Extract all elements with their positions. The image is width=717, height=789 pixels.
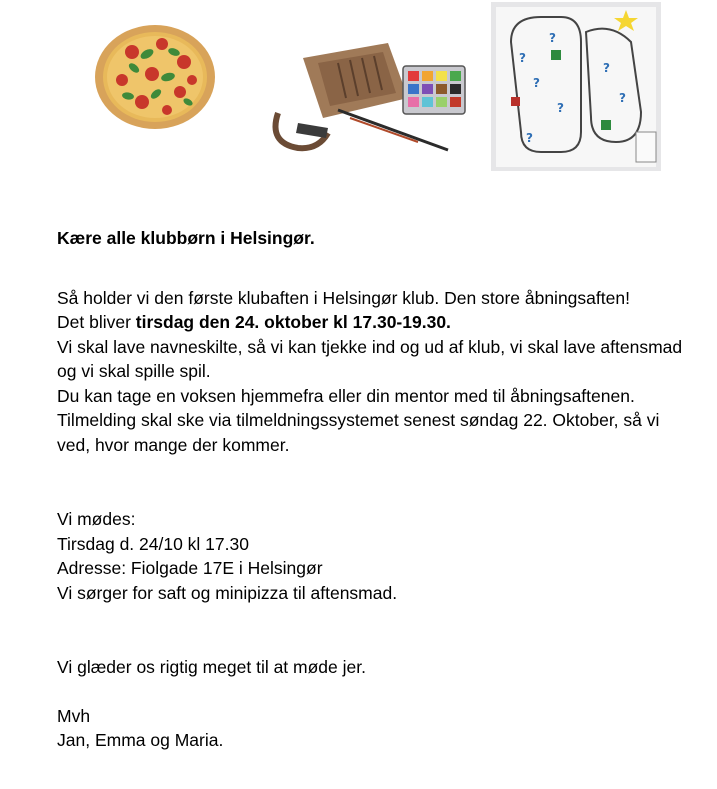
svg-text:?: ?: [533, 76, 540, 90]
svg-text:?: ?: [619, 91, 626, 105]
meeting-food: Vi sørger for saft og minipizza til aftensmad.: [57, 582, 398, 603]
event-date-bold: tirsdag den 24. oktober kl 17.30-19.30.: [135, 312, 451, 332]
closing-line: Vi glæder os rigtig meget til at møde jer.: [57, 657, 366, 677]
intro-line-2: [57, 310, 697, 335]
header-images: [0, 0, 717, 180]
svg-text:?: ?: [519, 51, 526, 65]
svg-text:?: ?: [603, 61, 610, 75]
intro-line-1: Så holder vi den første klubaften i Helsingør klub. Den store åbningsaften!: [57, 287, 630, 308]
intro-line-5: Tilmelding skal ske via tilmeldningssystemet senest søndag 22. Oktober, så vi ved, hvor mange der kommer.: [57, 410, 660, 455]
letter-body: [57, 226, 697, 753]
intro-line-2-prefix: Det bliver: [57, 312, 136, 332]
intro-line-4: Du kan tage en voksen hjemmefra eller din mentor med til åbningsaftenen.: [57, 385, 635, 406]
meeting-section: [57, 507, 697, 605]
svg-text:?: ?: [526, 131, 533, 145]
meeting-date: Tirsdag d. 24/10 kl 17.30: [57, 533, 249, 554]
greeting-heading: Kære alle klubbørn i Helsingør.: [57, 228, 315, 248]
svg-text:?: ?: [557, 101, 564, 115]
intro-section: [57, 286, 697, 458]
pizza-icon: [92, 22, 218, 132]
intro-line-3: Vi skal lave navneskilte, så vi kan tjekke ind og ud af klub, vi skal lave aftensmad og vi skal spille spil.: [57, 336, 683, 381]
paint-supplies-icon: [268, 38, 478, 158]
board-game-icon: [491, 2, 661, 171]
signoff: Mvh: [57, 705, 91, 726]
signers: Jan, Emma og Maria.: [57, 730, 224, 750]
meeting-heading: Vi mødes:: [57, 509, 136, 529]
meeting-address: Adresse: Fiolgade 17E i Helsingør: [57, 558, 323, 578]
svg-text:?: ?: [549, 31, 556, 45]
